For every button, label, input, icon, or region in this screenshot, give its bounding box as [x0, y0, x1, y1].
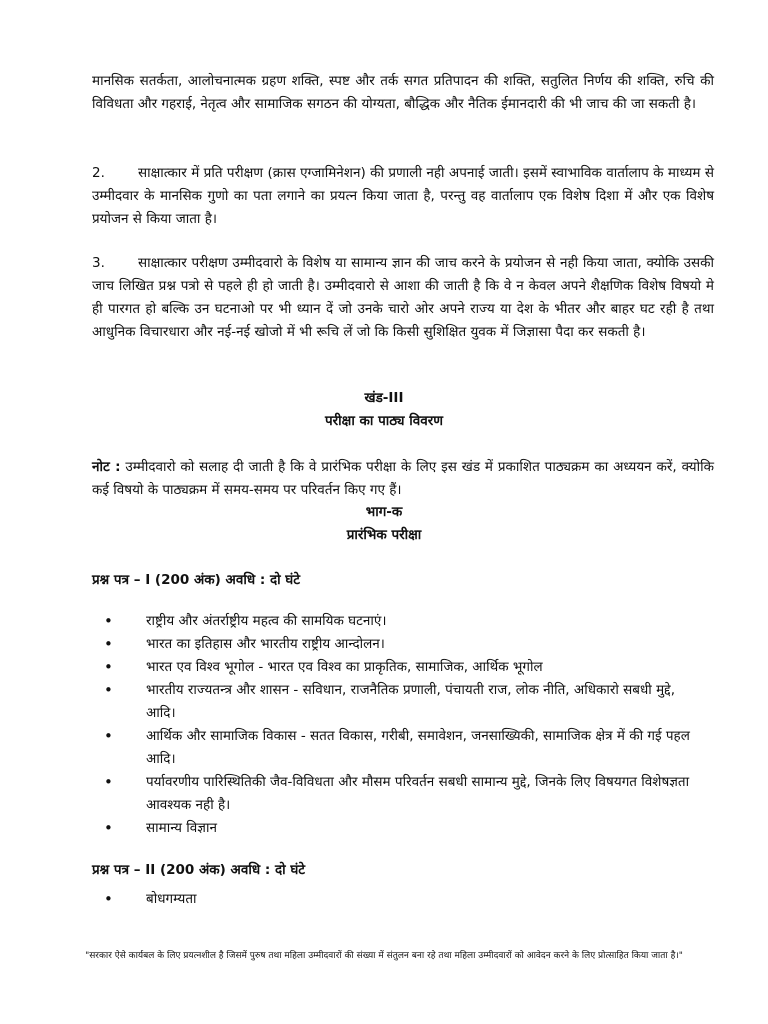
section-title: खंड-III: [364, 390, 404, 406]
paper-1-syllabus-list: [92, 610, 692, 840]
note-paragraph: [92, 456, 714, 502]
note-label: नोट :: [92, 459, 121, 475]
paragraph-2: [92, 162, 714, 231]
list-item: • बोधगम्यता: [92, 888, 692, 911]
paragraph-2-text: साक्षात्कार में प्रति परीक्षण (क्रास एग्जामिनेशन) की प्रणाली नही अपनाई जाती। इसमें स्वाभाविक वार्तालाप के माध्यम से उम्मीदवार के मानसिक गुणो का पता लगाने का प्रयत्न किया जाता है, परन्तु वह वार्तालाप एक विशेष दिशा में और एक विशेष प्रयोजन से किया जाता है।: [92, 165, 714, 227]
list-item: • पर्यावरणीय पारिस्थितिकी जैव-विविधता और मौसम परिवर्तन सबधी सामान्य मुद्दे, जिनके लिए विषयगत विशेषज्ञता आवश्यक नही है।: [92, 771, 692, 817]
list-item: • भारतीय राज्यतन्त्र और शासन - सविधान, राजनैतिक प्रणाली, पंचायती राज, लोक नीति, अधिकारो सबधी मुद्दे, आदि।: [92, 679, 692, 725]
note-text: उम्मीदवारो को सलाह दी जाती है कि वे प्रारंभिक परीक्षा के लिए इस खंड में प्रकाशित पाठ्यक्रम का अध्ययन करें, क्योकि कई विषयो के पाठ्यक्रम में समय-समय पर परिवर्तन किए गए हैं।: [92, 459, 714, 498]
part-subtitle: प्रारंभिक परीक्षा: [346, 527, 422, 543]
paper-2-syllabus-list: [92, 888, 692, 911]
paper-2-heading: प्रश्न पत्र – II (200 अंक) अवधि : दो घंटे: [92, 862, 306, 878]
paragraph-3-text: साक्षात्कार परीक्षण उम्मीदवारो के विशेष या सामान्य ज्ञान की जाच करने के प्रयोजन से नही किया जाता, क्योकि उसकी जाच लिखित प्रश्न पत्रो से पहले ही हो जाती है। उम्मीदवारो से आशा की जाती है कि वे न केवल अपने शैक्षणिक विशेष विषयो मे ही पारगत हो बल्कि उन घटनाओ पर भी ध्यान दें जो उनके चारो ओर अपने राज्य या देश के भीतर और बाहर घट रही है तथा आधुनिक विचारधारा और नई-नई खोजो में भी रूचि लें जो कि किसी सुशिक्षित युवक में जिज्ञासा पैदा कर सकती है।: [92, 255, 714, 340]
list-item: • आर्थिक और सामाजिक विकास - सतत विकास, गरीबी, समावेशन, जनसाख्यिकी, सामाजिक क्षेत्र में की गई पहल आदि।: [92, 725, 692, 771]
footer-note: "सरकार ऐसे कार्यबल के लिए प्रयत्नशील है जिसमें पुरुष तथा महिला उम्मीदवारों की संख्या में संतुलन बना रहे तथा महिला उम्मीदवारों को आवेदन करने के लिए प्रोत्साहित किया जाता है।": [85, 951, 683, 961]
part-title: भाग-क: [365, 504, 403, 520]
list-item: • राष्ट्रीय और अंतर्राष्ट्रीय महत्व की सामयिक घटनाएं।: [92, 610, 692, 633]
paper-1-heading: प्रश्न पत्र – I (200 अंक) अवधि : दो घंटे: [92, 572, 301, 588]
list-item: • भारत का इतिहास और भारतीय राष्ट्रीय आन्दोलन।: [92, 633, 692, 656]
list-item: • भारत एव विश्व भूगोल - भारत एव विश्व का प्राकृतिक, सामाजिक, आर्थिक भूगोल: [92, 656, 692, 679]
paragraph-3-number: 3.: [92, 255, 105, 271]
paragraph-3: [92, 252, 714, 344]
intro-paragraph: मानसिक सतर्कता, आलोचनात्मक ग्रहण शक्ति, स्पष्ट और तर्क सगत प्रतिपादन की शक्ति, सतुलित निर्णय की शक्ति, रुचि की विविधता और गहराई, नेतृत्व और सामाजिक सगठन की योग्यता, बौद्धिक और नैतिक ईमानदारी की भी जाच की जा सकती है।: [92, 73, 714, 112]
section-subtitle: परीक्षा का पाठ्य विवरण: [324, 413, 444, 429]
list-item: • सामान्य विज्ञान: [92, 817, 692, 840]
paragraph-2-number: 2.: [92, 165, 105, 181]
